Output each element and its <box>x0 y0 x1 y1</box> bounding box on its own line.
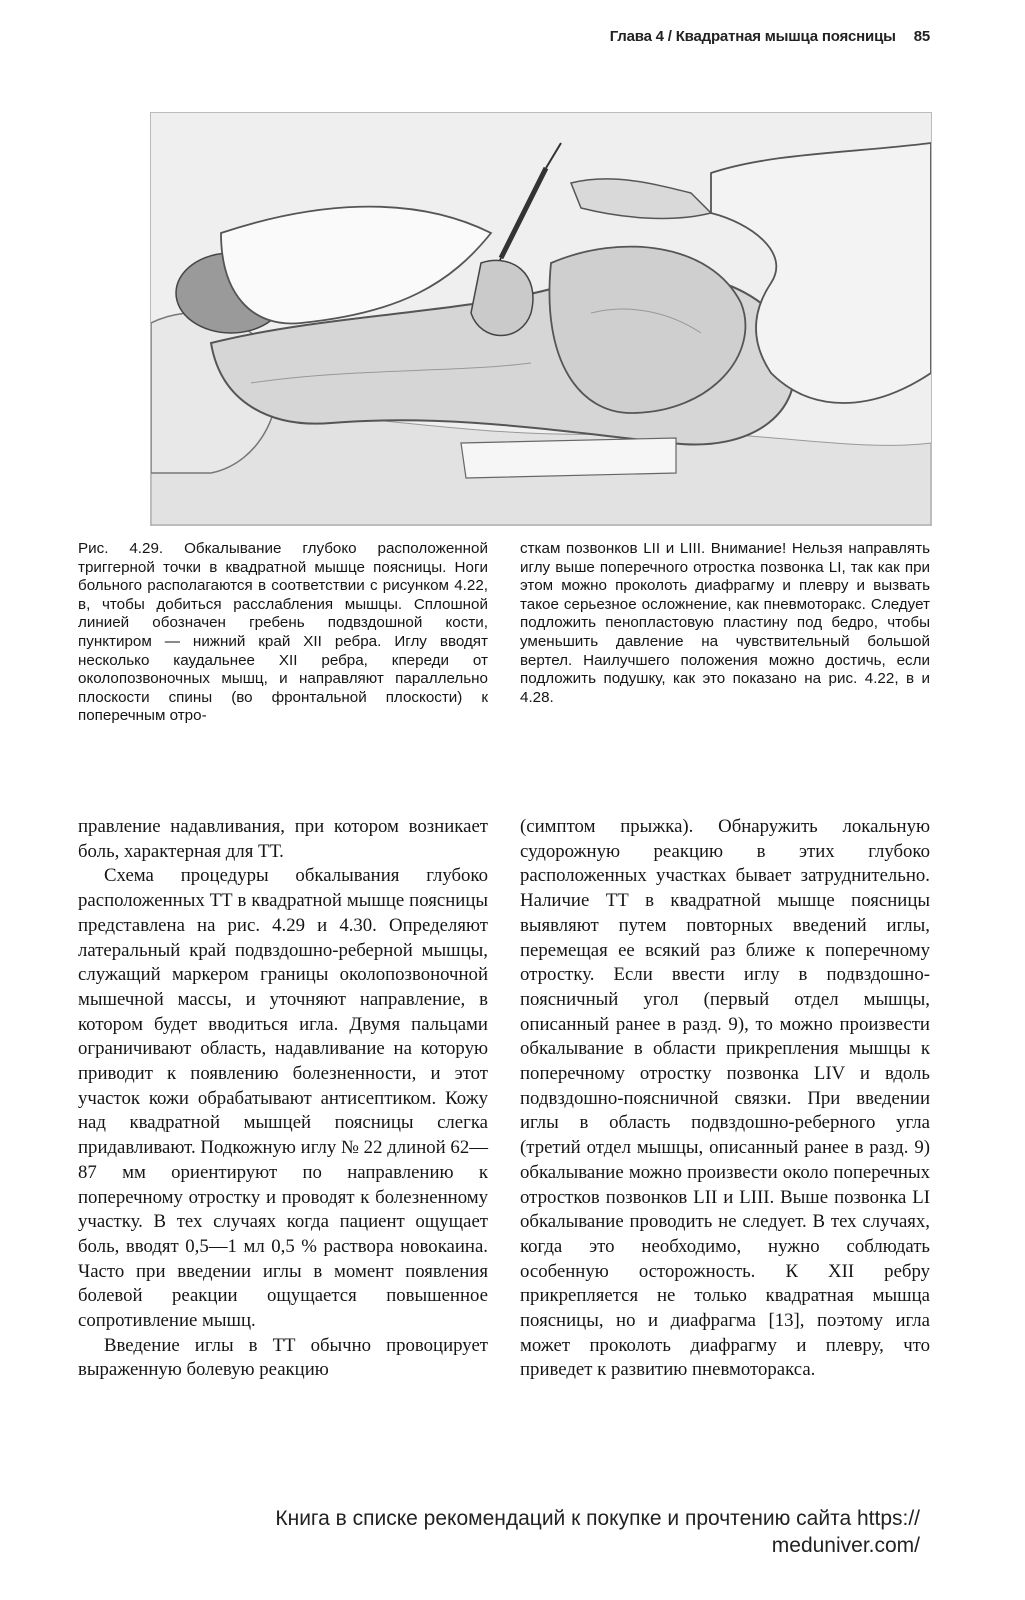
watermark-footer <box>130 1505 920 1559</box>
body-column-right <box>520 815 930 1383</box>
page-number: 85 <box>913 28 930 45</box>
paragraph: (симптом прыжка). Обнаружить локальную судорожную реакцию в этих глубоко расположенных участках бывает затруднительно. Наличие ТТ в квадратной мышце поясницы выявляют путем повторных введений иглы, перемещая ее всякий раз ближе к поперечному отростку. Если ввести иглу в подвздошно-поясничный угол (первый отдел мышцы, описанный ранее в разд. 9), то можно произвести обкалывание в области прикрепления мышцы к поперечному отростку позвонка LIV и вдоль подвздошно-поясничной связки. При введении иглы в область подвздошно-реберного угла (третий отдел мышцы, описанный ранее в разд. 9) обкалывание можно произвести около поперечных отростков позвонков LII и LIII. Выше позвонка LI обкалывание проводить не следует. В тех случаях, когда это необходимо, нужно соблюдать особенную осторожность. К XII ребру прикрепляется не только квадратная мышца поясницы, но и диафрагма [13], поэтому игла может проколоть диафрагму и плевру, что приведет к развитию пневмоторакса. <box>520 816 930 1381</box>
figure-caption-right: сткам позвонков LII и LIII. Внимание! Нельзя направлять иглу выше поперечного отростка позвонка LI, так как при этом можно проколоть диафрагму и плевру и вызвать такое серьезное осложнение, как пневмоторакс. Следует подложить пенопластовую пластину под бедро, чтобы уменьшить давление на чувствительный большой вертел. Наилучшего положения можно достичь, если подложить подушку, как это показано на рис. 4.22, в и 4.28. <box>520 540 930 706</box>
paragraph: Схема процедуры обкалывания глубоко расположенных ТТ в квадратной мышце поясницы представлена на рис. 4.29 и 4.30. Определяют латеральный край подвздошно-реберной мышцы, служащий маркером границы околопозвоночной мышечной массы, и уточняют направление, в котором будет вводиться игла. Двумя пальцами ограничивают область, надавливание на которую приводит к появлению болезненности, и этот участок кожи обрабатывают антисептиком. Кожу над квадратной мышцей поясницы слегка придавливают. Подкожную иглу № 22 длиной 62—87 мм ориентируют по направлению к поперечному отростку и проводят к болезненному участку. В тех случаях когда пациент ощущает боль, вводят 0,5—1 мл 0,5 % раствора новокаина. Часто при введении иглы в момент появления болевой реакции ощущается повышенное сопротивление мышц. <box>78 865 488 1332</box>
footer-line-2: meduniver.com/ <box>771 1534 920 1557</box>
figure-illustration <box>150 112 932 526</box>
paragraph: Введение иглы в ТТ обычно провоцирует выраженную болевую реакцию <box>78 1334 488 1381</box>
running-header <box>80 28 930 45</box>
injection-illustration <box>151 113 931 525</box>
figure-caption-left: Рис. 4.29. Обкалывание глубоко расположенной триггерной точки в квадратной мышце поясницы. Ноги больного располагаются в соответствии с рисунком 4.22, в, чтобы добиться расслабления мышцы. Сплошной линией обозначен гребень подвздошной кости, пунктиром — нижний край XII ребра. Иглу вводят несколько каудальнее XII ребра, кпереди от околопозвоночных мышц, и направляют параллельно плоскости спины (во фронтальной плоскости) к поперечным отро- <box>78 540 488 725</box>
footer-line-1: Книга в списке рекомендаций к покупке и прочтению сайта https:// <box>275 1507 920 1530</box>
body-column-left <box>78 815 488 1383</box>
paragraph: правление надавливания, при котором возникает боль, характерная для ТТ. <box>78 816 488 862</box>
chapter-title: Глава 4 / Квадратная мышца поясницы <box>609 28 896 45</box>
